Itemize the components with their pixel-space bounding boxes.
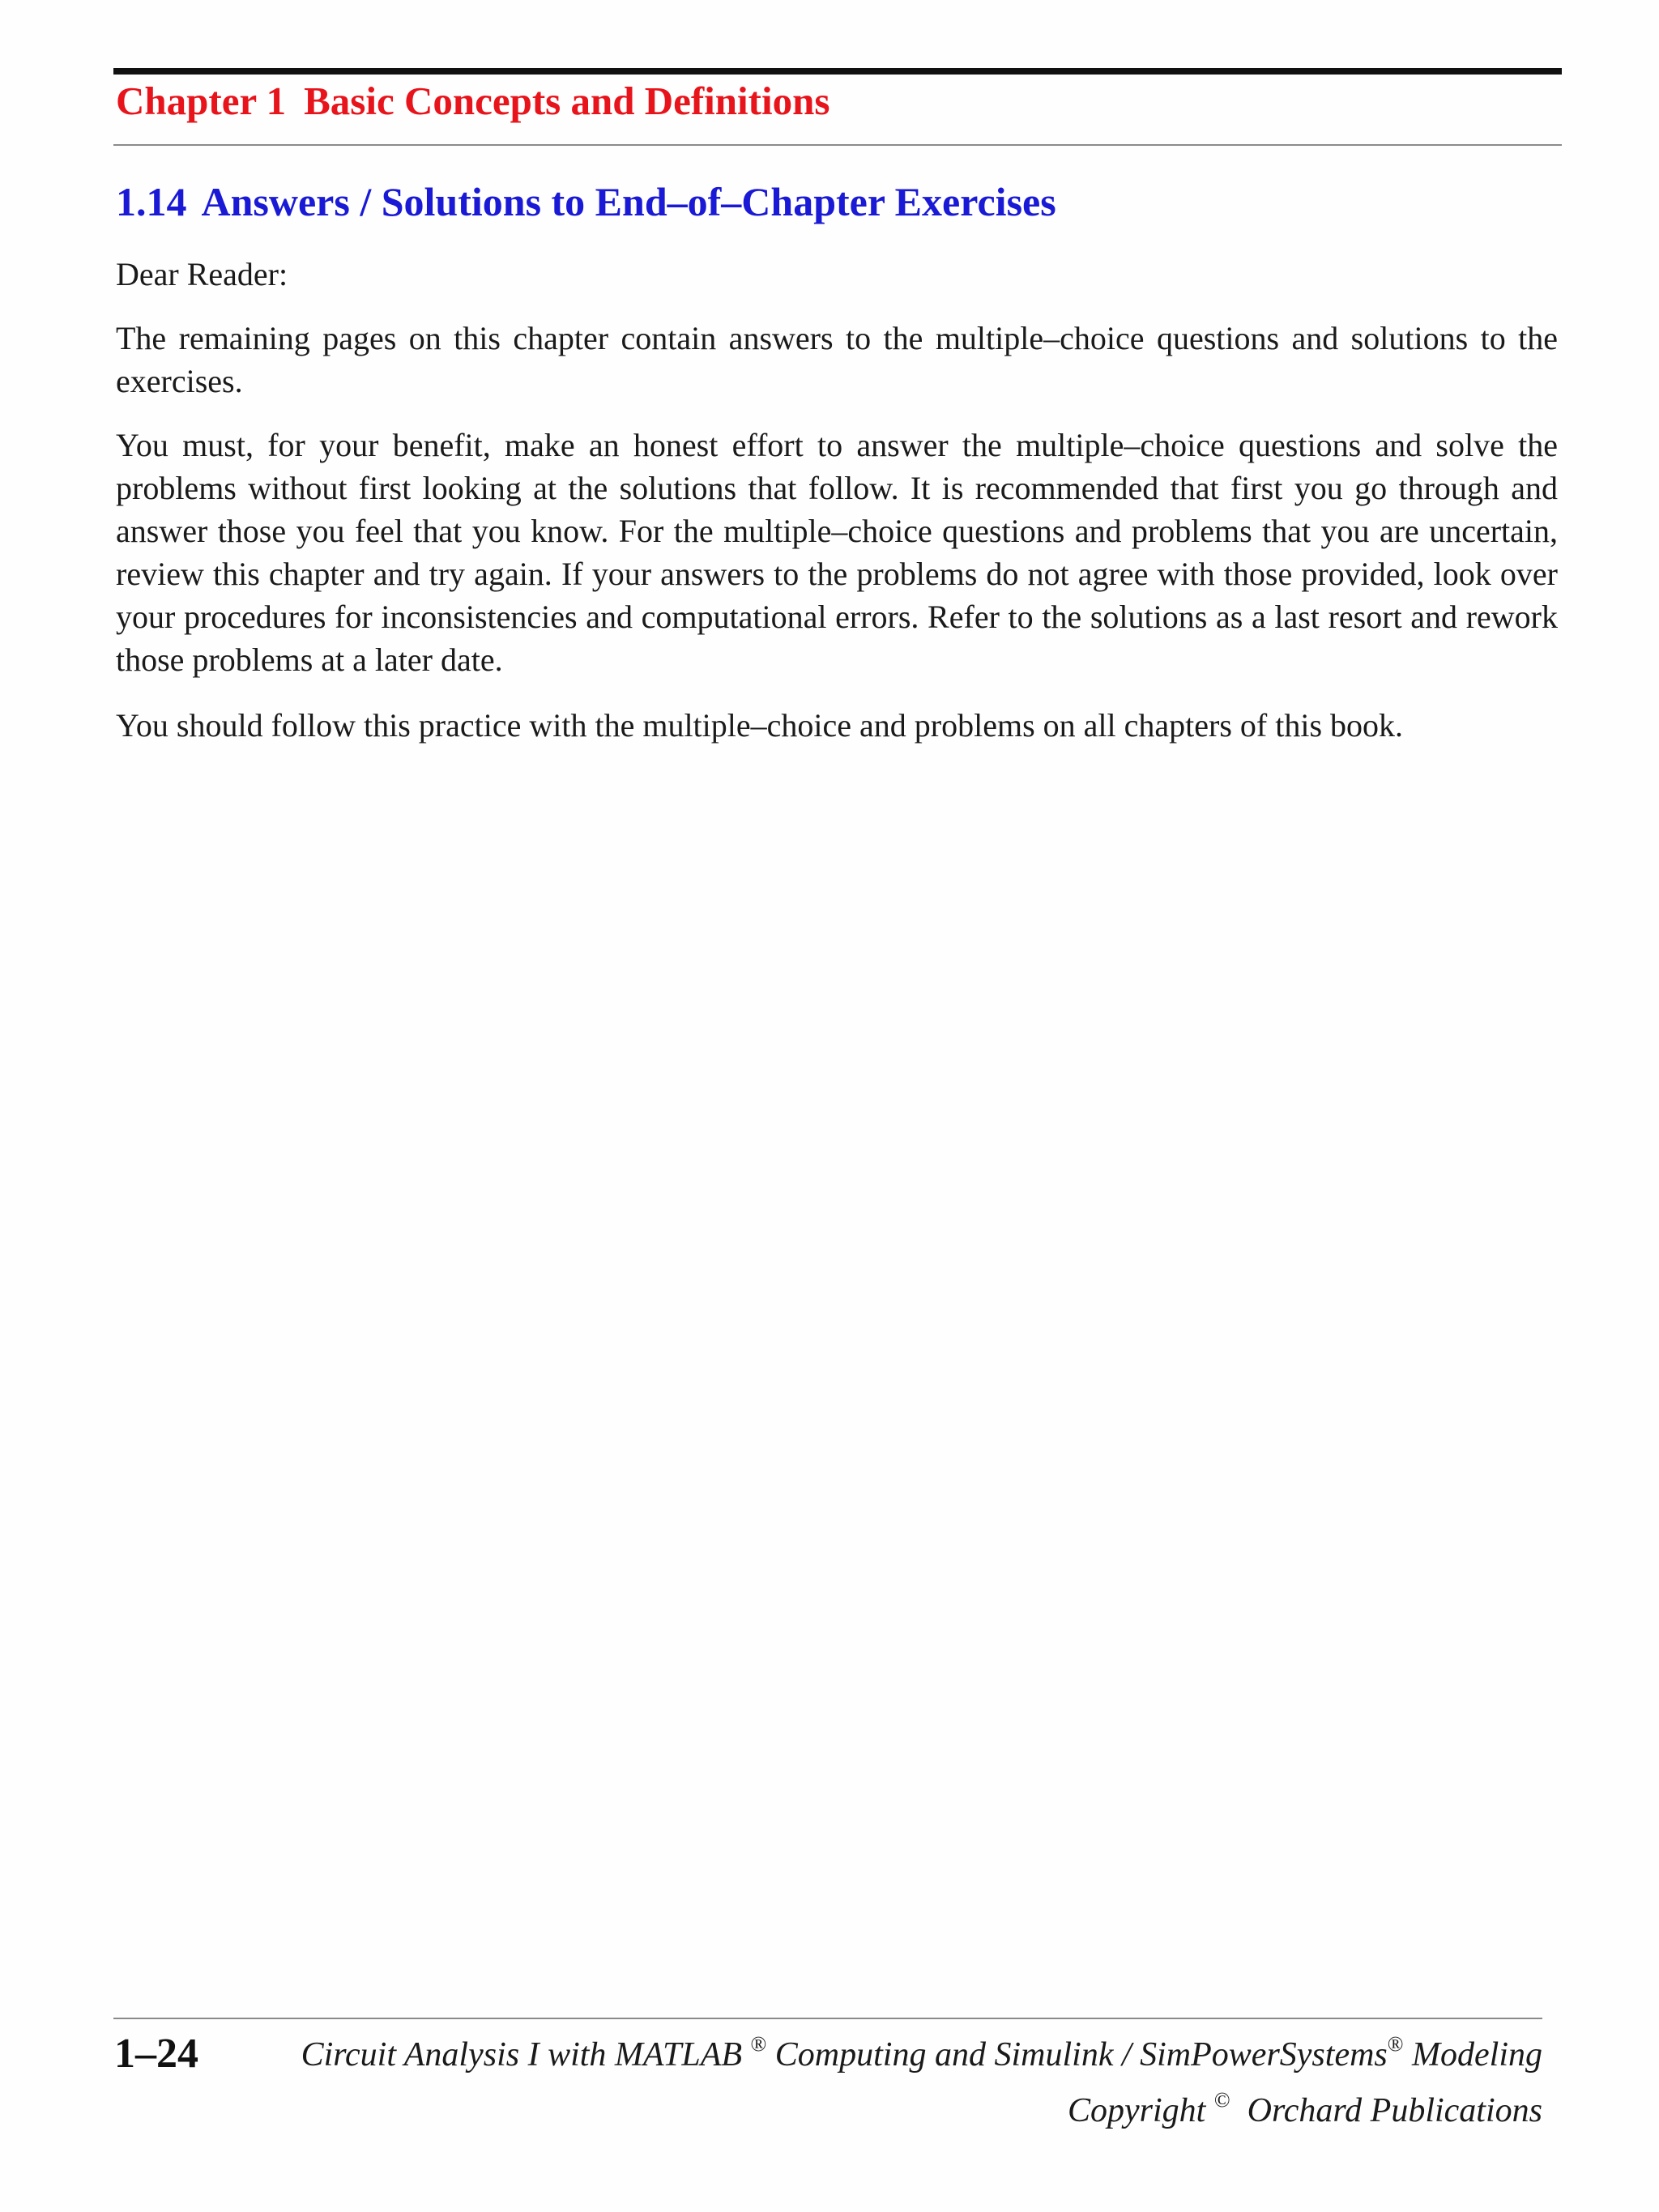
chapter-title: Basic Concepts and Definitions bbox=[304, 79, 830, 123]
book-title-part3: Modeling bbox=[1403, 2036, 1542, 2073]
copyright-label: Copyright bbox=[1068, 2092, 1206, 2129]
paragraph-3: You should follow this practice with the multiple–choice and problems on all chapters of this book. bbox=[116, 707, 1404, 744]
salutation: Dear Reader: bbox=[116, 256, 288, 292]
chapter-label: Chapter 1 bbox=[116, 79, 287, 123]
header-rule bbox=[113, 144, 1562, 146]
copyright-mark: © bbox=[1213, 2088, 1230, 2112]
footer-book-title bbox=[301, 2032, 1542, 2074]
book-title-part1: Circuit Analysis I with MATLAB bbox=[301, 2036, 743, 2073]
paragraph-2: You must, for your benefit, make an honest effort to answer the multiple–choice questions and solve the problems without first looking at the solutions that follow. It is recommended that first you go through and answer those you feel that you know. For the multiple–choice questions and problems that you are uncertain, review this chapter and try again. If your answers to the problems do not agree with those provided, look over your procedures for inconsistencies and computational errors. Refer to the solutions as a last resort and rework those problems at a later date. bbox=[116, 427, 1558, 678]
section-number: 1.14 bbox=[116, 179, 187, 224]
publisher-name: Orchard Publications bbox=[1247, 2092, 1542, 2129]
footer-copyright bbox=[1068, 2088, 1542, 2130]
book-title-part2: Computing and Simulink / SimPowerSystems bbox=[766, 2036, 1388, 2073]
section-title-text: Answers / Solutions to End–of–Chapter Exercises bbox=[201, 179, 1056, 224]
section-title bbox=[116, 178, 1056, 225]
paragraph-1: The remaining pages on this chapter contain answers to the multiple–choice questions and solutions to the exercises. bbox=[116, 320, 1558, 399]
registered-mark-1: ® bbox=[750, 2032, 767, 2056]
top-rule bbox=[113, 68, 1562, 75]
registered-mark-2: ® bbox=[1387, 2032, 1404, 2056]
page-number: 1–24 bbox=[114, 2031, 198, 2077]
chapter-header bbox=[116, 78, 830, 124]
footer-rule bbox=[113, 2018, 1542, 2019]
